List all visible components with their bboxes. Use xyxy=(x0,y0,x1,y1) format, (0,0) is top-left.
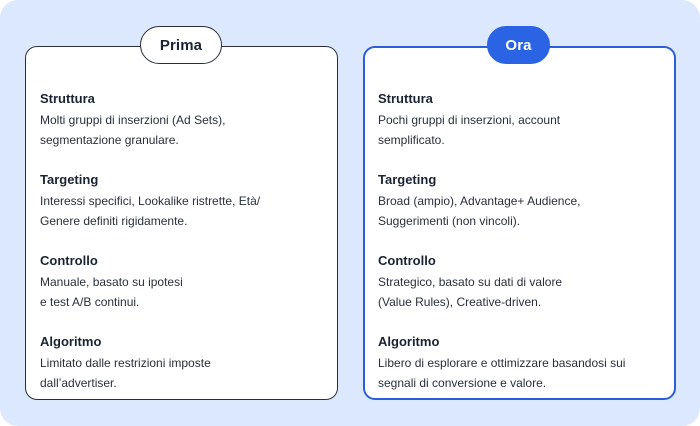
section-body xyxy=(378,191,580,231)
section-line: semplificato. xyxy=(378,133,445,147)
section-line: Broad (ampio), Advantage+ Audience, xyxy=(378,194,581,208)
section-line: (Value Rules), Creative-driven. xyxy=(378,295,542,309)
section-title: Algoritmo xyxy=(378,334,440,349)
section-body xyxy=(40,191,260,231)
section-title: Targeting xyxy=(40,172,99,187)
section-line: e test A/B continui. xyxy=(40,295,140,309)
section-line: Molti gruppi di inserzioni (Ad Sets), xyxy=(40,113,226,127)
now-section-struttura xyxy=(378,91,560,150)
section-line: segnali di conversione e valore. xyxy=(378,376,547,390)
section-body xyxy=(378,272,562,312)
section-line: Manuale, basato su ipotesi xyxy=(40,275,183,289)
section-line: dall’advertiser. xyxy=(40,376,117,390)
section-line: Suggerimenti (non vincoli). xyxy=(378,214,521,228)
section-line: segmentazione granulare. xyxy=(40,133,179,147)
before-section-targeting xyxy=(40,172,260,231)
section-line: Genere definiti rigidamente. xyxy=(40,214,188,228)
badge-now: Ora xyxy=(487,26,550,64)
before-section-struttura xyxy=(40,91,225,150)
section-body xyxy=(378,110,560,150)
section-line: Interessi specifici, Lookalike ristrette, Età/ xyxy=(40,194,261,208)
section-title: Targeting xyxy=(378,172,437,187)
badge-before: Prima xyxy=(140,26,222,64)
section-title: Algoritmo xyxy=(40,334,102,349)
section-body xyxy=(40,110,225,150)
section-body xyxy=(378,353,625,393)
section-title: Controllo xyxy=(378,253,436,268)
section-title: Struttura xyxy=(378,91,433,106)
section-title: Struttura xyxy=(40,91,95,106)
section-body xyxy=(40,272,183,312)
before-section-controllo xyxy=(40,253,183,312)
now-section-algoritmo xyxy=(378,334,625,393)
now-section-controllo xyxy=(378,253,562,312)
section-line: Libero di esplorare e ottimizzare basandosi sui xyxy=(378,356,626,370)
section-body xyxy=(40,353,211,393)
section-line: Pochi gruppi di inserzioni, account xyxy=(378,113,561,127)
before-section-algoritmo xyxy=(40,334,211,393)
section-line: Strategico, basato su dati di valore xyxy=(378,275,563,289)
section-title: Controllo xyxy=(40,253,98,268)
section-line: Limitato dalle restrizioni imposte xyxy=(40,356,211,370)
now-section-targeting xyxy=(378,172,580,231)
